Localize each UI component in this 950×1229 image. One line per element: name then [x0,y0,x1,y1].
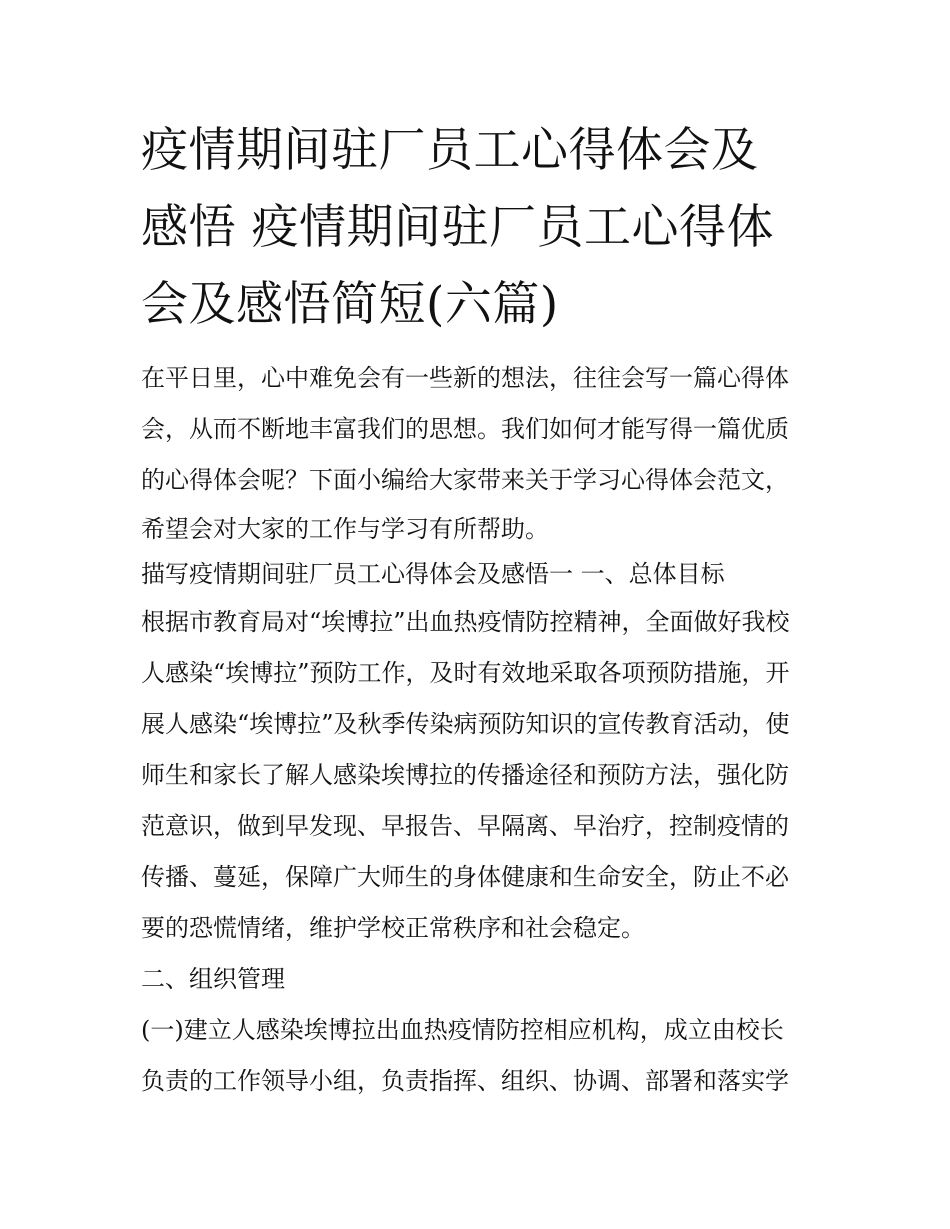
text-line: (一)建立人感染埃博拉出血热疫情防控相应机构，成立由校长 [141,1016,784,1044]
title-line: 感悟 疫情期间驻厂员工心得体 [141,200,774,255]
document-body [141,353,813,1107]
text-line: 展人感染“埃博拉”及秋季传染病预防知识的宣传教育活动，使 [141,710,790,738]
text-line: 人感染“埃博拉”预防工作，及时有效地采取各项预防措施，开 [141,659,790,687]
subheading: 二、组织管理 [141,965,285,993]
intro-paragraph [141,353,813,552]
title-line: 会及感悟简短(六篇) [141,277,559,332]
section-heading: 描写疫情期间驻厂员工心得体会及感悟一 一、总体目标 [141,560,725,588]
text-line: 范意识，做到早发现、早报告、早隔离、早治疗，控制疫情的 [141,812,789,840]
text-line: 的心得体会呢？下面小编给大家带来关于学习心得体会范文， [141,466,789,494]
text-line: 传播、蔓延，保障广大师生的身体健康和生命安全，防止不必 [141,863,789,891]
text-line: 在平日里，心中难免会有一些新的想法，往往会写一篇心得体 [141,364,789,392]
text-line: 负责的工作领导小组，负责指挥、组织、协调、部署和落实学 [141,1067,789,1095]
text-line: 会，从而不断地丰富我们的思想。我们如何才能写得一篇优质 [141,415,789,443]
document-title [141,112,813,343]
org-paragraph [141,1005,813,1107]
text-line: 希望会对大家的工作与学习有所帮助。 [141,515,549,543]
goal-paragraph [141,597,813,954]
text-line: 师生和家长了解人感染埃博拉的传播途径和预防方法，强化防 [141,761,789,789]
title-line: 疫情期间驻厂员工心得体会及 [141,123,759,178]
text-line: 根据市教育局对“埃博拉”出血热疫情防控精神，全面做好我校 [141,608,790,636]
document-page [141,112,813,1107]
text-line: 要的恐慌情绪，维护学校正常秩序和社会稳定。 [141,914,645,942]
